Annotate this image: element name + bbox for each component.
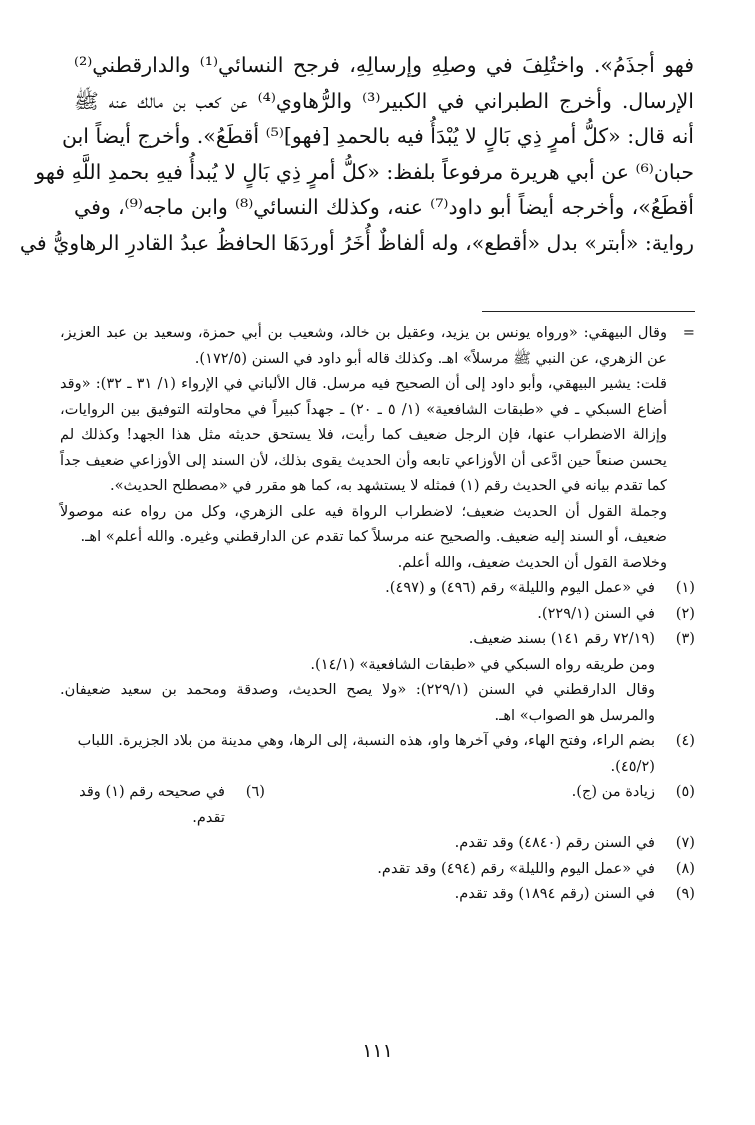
footnote-number: (٧)	[675, 834, 695, 851]
footnote-number: (٤)	[675, 732, 695, 749]
footnote-text: وقال الدارقطني في السنن (٢٢٩/١): «ولا يصح الحديث، وصدقة ومحمد بن سعيد ضعيفان. والمرسل هو الصواب» اهـ.	[60, 681, 655, 724]
footnote-number: (٥)	[675, 783, 695, 800]
footnote-5	[265, 779, 695, 830]
footnote-number: (٢)	[675, 604, 695, 622]
footnote-3-detail	[60, 652, 695, 729]
footnote-6	[60, 779, 265, 830]
footnote-9	[60, 881, 695, 907]
footnote-text: زيادة من (ج).	[571, 783, 655, 800]
footnote-row	[60, 779, 695, 830]
footnote-1	[60, 575, 695, 601]
footnote-3	[60, 626, 695, 652]
main-text-line: فهو أجذَمُ». واختُلِفَ في وصلِهِ وإرسالِهِ، فرجح النسائي⁽¹⁾ والدارقطني⁽²⁾	[74, 53, 695, 77]
footnote-divider	[482, 311, 695, 312]
footnote-text: ومن طريقه رواه السبكي في «طبقات الشافعية» (١٤/١).	[310, 655, 655, 673]
footnote-number: (٦)	[245, 783, 265, 800]
footnote-4	[60, 728, 695, 779]
footnote-number: (٣)	[675, 630, 695, 647]
main-text-line: أنه قال: «كلُّ أمرٍ ذِي بَالٍ لا يُبْدَأُ فيه بالحمدِ [فهو]⁽⁵⁾ أقطَعُ». وأخرج أيضاً ابن	[61, 124, 694, 148]
footnote-text: في «عمل اليوم والليلة» رقم (٤٩٤) وقد تقدم.	[377, 859, 655, 877]
footnote-number: (٨)	[675, 859, 695, 877]
main-text-line: الإرسال. وأخرج الطبراني في الكبير⁽³⁾ والرُّهاوي⁽⁴⁾ عن كعب بن مالك عنه ﷺ	[74, 88, 695, 113]
continuation-text: وقال البيهقي: «ورواه يونس بن يزيد، وعقيل بن خالد، وشعيب بن أبي حمزة، وسعيد بن عبد العزيز، عن الزهري، عن النبي ﷺ مرسلاً» اهـ. وكذلك قاله أبو داود في السنن (١٧٢/٥).	[60, 324, 667, 367]
footnote-text: (٧٢/١٩ رقم ١٤١) بسند ضعيف.	[468, 630, 655, 647]
page-number: ١١١	[362, 1040, 393, 1062]
footnote-text: في السنن (٢٢٩/١).	[537, 604, 655, 622]
footnotes-block	[60, 320, 695, 907]
footnote-continuation	[60, 320, 695, 575]
note-paragraph: وخلاصة القول أن الحديث ضعيف، والله أعلم.	[397, 553, 667, 571]
main-text-line: حبان⁽⁶⁾ عن أبي هريرة مرفوعاً بلفظ: «كلُّ أمرٍ ذِي بَالٍ لا يُبدأُ فيهِ بحمدِ اللَّهِ فهو	[35, 159, 694, 184]
main-text-line: رواية: «أبتر» بدل «أقطع»، وله ألفاظٌ أُخَرُ أوردَهَا الحافظُ عبدُ القادرِ الرهاويُّ في	[19, 230, 694, 255]
footnote-text: في السنن رقم (٤٨٤٠) وقد تقدم.	[454, 834, 655, 851]
footnote-text: في السنن (رقم ١٨٩٤) وقد تقدم.	[454, 885, 655, 902]
main-text-block	[19, 48, 695, 261]
footnote-number: (٩)	[675, 885, 695, 902]
continuation-mark: =	[682, 324, 695, 341]
note-paragraph: وجملة القول أن الحديث ضعيف؛ لاضطراب الرواة فيه على الزهري، وكل من رواه عنه موصولاً ضعيف، أو السند إليه ضعيف. والصحيح عنه مرسلاً كما تقدم عن الدارقطني وغيره. والله أعلم» اهـ.	[60, 502, 667, 545]
footnote-number: (١)	[675, 579, 695, 596]
note-paragraph: قلت: يشير البيهقي، وأبو داود إلى أن الصحيح فيه مرسل. قال الألباني في الإرواء (١/ ٣١ ـ ٣٢): «وقد أضاع السبكي ـ في «طبقات الشافعية» (١/ ٥ ـ ٢٠) ـ جهداً كبيراً في محاولته التوفيق بين الروايات، وإزالة الاضطراب عنها، فإن الرجل ضعيف كما رأيت، فلا يستحق حديثه مثل هذا الجهد! وكذلك لم يحسن صنعاً حين ادَّعى أن الأوزاعي تابعه وأن الحديث يقوى بذلك، لأن السند إلى الأوزاعي ضعيف جداً كما تقدم بيانه في الحديث رقم (١) فمثله لا يستشهد به، كما هو مقرر في «مصطلح الحديث».	[60, 375, 667, 494]
footnote-7	[60, 830, 695, 856]
footnote-text: بضم الراء، وفتح الهاء، وفي آخرها واو، هذه النسبة، إلى الرها، وهي مدينة من بلاد الجزيرة. اللباب (٤٥/٢).	[77, 732, 655, 775]
main-text-line: أقطَعُ»، وأخرجه أيضاً أبو داود⁽⁷⁾ عنه، وكذلك النسائي⁽⁸⁾ وابن ماجه⁽⁹⁾، وفي	[74, 195, 694, 219]
footnote-text: في «عمل اليوم والليلة» رقم (٤٩٦) و (٤٩٧).	[385, 579, 655, 596]
footnote-2	[60, 601, 695, 627]
footnote-8	[60, 856, 695, 882]
footnote-text: في صحيحه رقم (١) وقد تقدم.	[79, 783, 225, 826]
